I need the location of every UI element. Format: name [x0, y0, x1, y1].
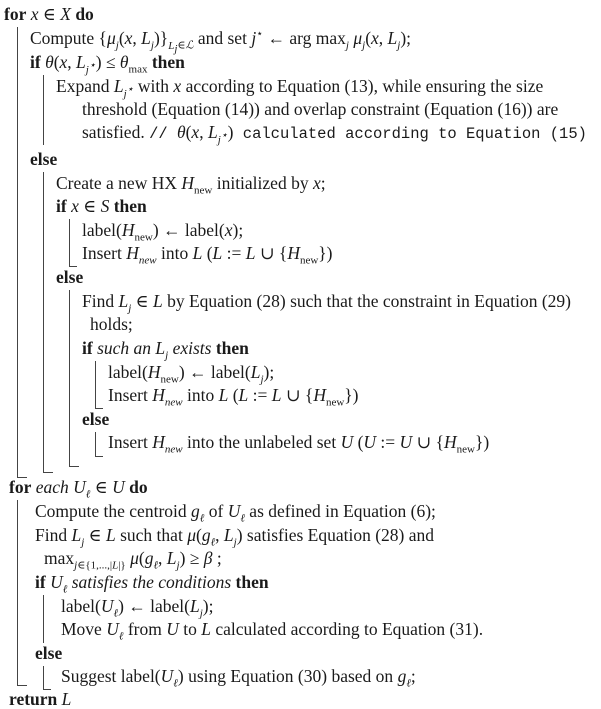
- line-return-L: return L: [9, 689, 72, 709]
- text: into the unlabeled set: [182, 432, 341, 452]
- text: exists: [172, 338, 212, 358]
- line-threshold: threshold (Equation (14)) and overlap constraint (Equation (16)) are: [82, 99, 559, 119]
- keyword-else-3: else: [82, 409, 110, 429]
- line-if-U-satisfies: if $U_\ell$ satisfies the conditions then: [35, 572, 269, 596]
- line-insert-hnew-L-2: Insert $H_{new}$ into L (L := L ∪ $\{H_{new}\}$): [108, 385, 359, 409]
- text: to: [178, 619, 202, 639]
- line-max-beta: $\max_{j\in\{1,...,|L|\}} \mu(g_\ell$, $L_j) \ge \beta$ ;: [44, 548, 222, 572]
- line-label-U: $label(U_\ell)$ ← $label(L_j)$;: [61, 596, 214, 620]
- math-x: x: [30, 4, 39, 24]
- line-label-hnew-x: $label(H_{new})$ ← label(x);: [82, 220, 244, 244]
- line-insert-unlabeled: Insert $H_{new}$ into the unlabeled set U (U := U ∪ $\{H_{new}\}$): [108, 432, 490, 456]
- text: such that: [115, 525, 188, 545]
- keyword-else-1: else: [30, 149, 58, 169]
- block-bar-if2: [69, 219, 70, 266]
- block-bar-else1: [43, 172, 44, 472]
- text: Create a new HX: [56, 173, 182, 193]
- block-end-else2: [69, 466, 79, 467]
- line-for-each-U: for each $U_\ell$ ∈ U do: [9, 477, 148, 501]
- text: as defined in Equation (6);: [244, 501, 436, 521]
- line-satisfied: satisfied. // θ(x, $L_{j^⋆}$) calculated according to Equation (15): [82, 122, 587, 146]
- text: with: [133, 76, 174, 96]
- text: Move: [61, 619, 107, 639]
- line-label-hnew-Lj: $label(H_{new})$ ← $label(L_j)$;: [108, 362, 275, 386]
- line-move-U: Move $U_\ell$ from U to L calculated according to Equation (31).: [61, 619, 484, 643]
- text: satisfied.: [82, 122, 150, 142]
- math-X: X: [60, 4, 71, 24]
- text: into: [182, 385, 219, 405]
- block-bar-else2: [69, 290, 70, 466]
- text: Expand: [56, 76, 114, 96]
- block-end-else3: [95, 456, 103, 457]
- keyword-return: return: [9, 689, 58, 709]
- text: Compute: [30, 28, 99, 48]
- comment-marker: //: [149, 125, 177, 143]
- line-holds: holds;: [90, 314, 133, 334]
- keyword-if: if: [82, 338, 93, 358]
- line-expand: Expand $L_{j^⋆}$ with x according to Equation (13), while ensuring the size: [56, 76, 544, 100]
- text: and set: [193, 28, 252, 48]
- keyword-if: if: [30, 52, 41, 72]
- keyword-then: then: [235, 572, 269, 592]
- text: satisfies Equation (28) and: [242, 525, 435, 545]
- keyword-then: then: [215, 338, 249, 358]
- text: according to Equation (13), while ensuring the size: [181, 76, 544, 96]
- line-for-x-in-X: for x ∈ X do: [4, 4, 94, 24]
- block-bar-if3: [95, 361, 96, 408]
- text: into: [156, 243, 193, 263]
- line-find-Lj-2: Find $L_j$ ∈ L such that $\mu(g_\ell$, $L_j$) satisfies Equation (28) and: [35, 525, 435, 549]
- text: from: [123, 619, 167, 639]
- block-bar-if1: [43, 75, 44, 145]
- text: Compute the centroid: [35, 501, 192, 521]
- line-insert-hnew-L: Insert $H_{new}$ into L (L := L ∪ $\{H_{new}\}$): [82, 243, 333, 267]
- keyword-do: do: [75, 4, 94, 24]
- text: Insert: [108, 385, 153, 405]
- block-end-for2: [17, 685, 27, 686]
- line-compute-centroid: Compute the centroid $g_\ell$ of $U_\ell$ as defined in Equation (6);: [35, 501, 436, 525]
- line-create-hnew: Create a new HX $H_{new}$ initialized by x;: [56, 173, 326, 197]
- text: Insert: [108, 432, 153, 452]
- text: Suggest label(: [61, 666, 161, 686]
- keyword-for: for: [9, 477, 32, 497]
- keyword-if: if: [56, 196, 67, 216]
- block-bar-if4: [43, 595, 44, 643]
- text: by Equation (28) such that the constraint in Equation (29): [162, 291, 571, 311]
- text: Find: [82, 291, 119, 311]
- block-bar-else3: [95, 432, 96, 456]
- line-compute-mu: Compute {$\mu_j(x$, $L_j)\}_{L_j\in ℒ}$ and set j⋆ ← arg $\max_j \mu_j(x$, $L_j$);: [30, 28, 412, 55]
- keyword-else-2: else: [56, 267, 84, 287]
- block-bar-for1: [17, 27, 18, 477]
- comment-text: calculated according to Equation (15): [233, 125, 587, 143]
- text: Insert: [82, 243, 127, 263]
- text: such an: [97, 338, 156, 358]
- keyword-do: do: [129, 477, 148, 497]
- text: initialized by: [212, 173, 313, 193]
- line-if-such-Lj: if such an $L_j$ exists then: [82, 338, 249, 362]
- text: ) using Equation (30) based on: [177, 666, 398, 686]
- line-if-x-in-S: if x ∈ S then: [56, 196, 147, 216]
- block-bar-else4: [43, 666, 44, 689]
- keyword-if: if: [35, 572, 46, 592]
- keyword-then: then: [113, 196, 147, 216]
- text: satisfies the conditions: [67, 572, 232, 592]
- keyword-for: for: [4, 4, 27, 24]
- text: of: [204, 501, 228, 521]
- block-bar-for2: [17, 500, 18, 685]
- line-find-Lj: Find $L_j$ ∈ L by Equation (28) such that the constraint in Equation (29): [82, 291, 571, 315]
- line-if-theta: if θ(x, $L_{j^⋆}) \le \theta_{max}$ then: [30, 52, 185, 76]
- block-end-else1: [43, 472, 53, 473]
- keyword-else-4: else: [35, 643, 63, 663]
- text: calculated according to Equation (31).: [210, 619, 484, 639]
- text: each: [35, 477, 74, 497]
- line-suggest-label: Suggest $label(U_\ell)$ using Equation (30) based on $g_\ell$;: [61, 666, 416, 690]
- text: Find: [35, 525, 72, 545]
- keyword-then: then: [151, 52, 185, 72]
